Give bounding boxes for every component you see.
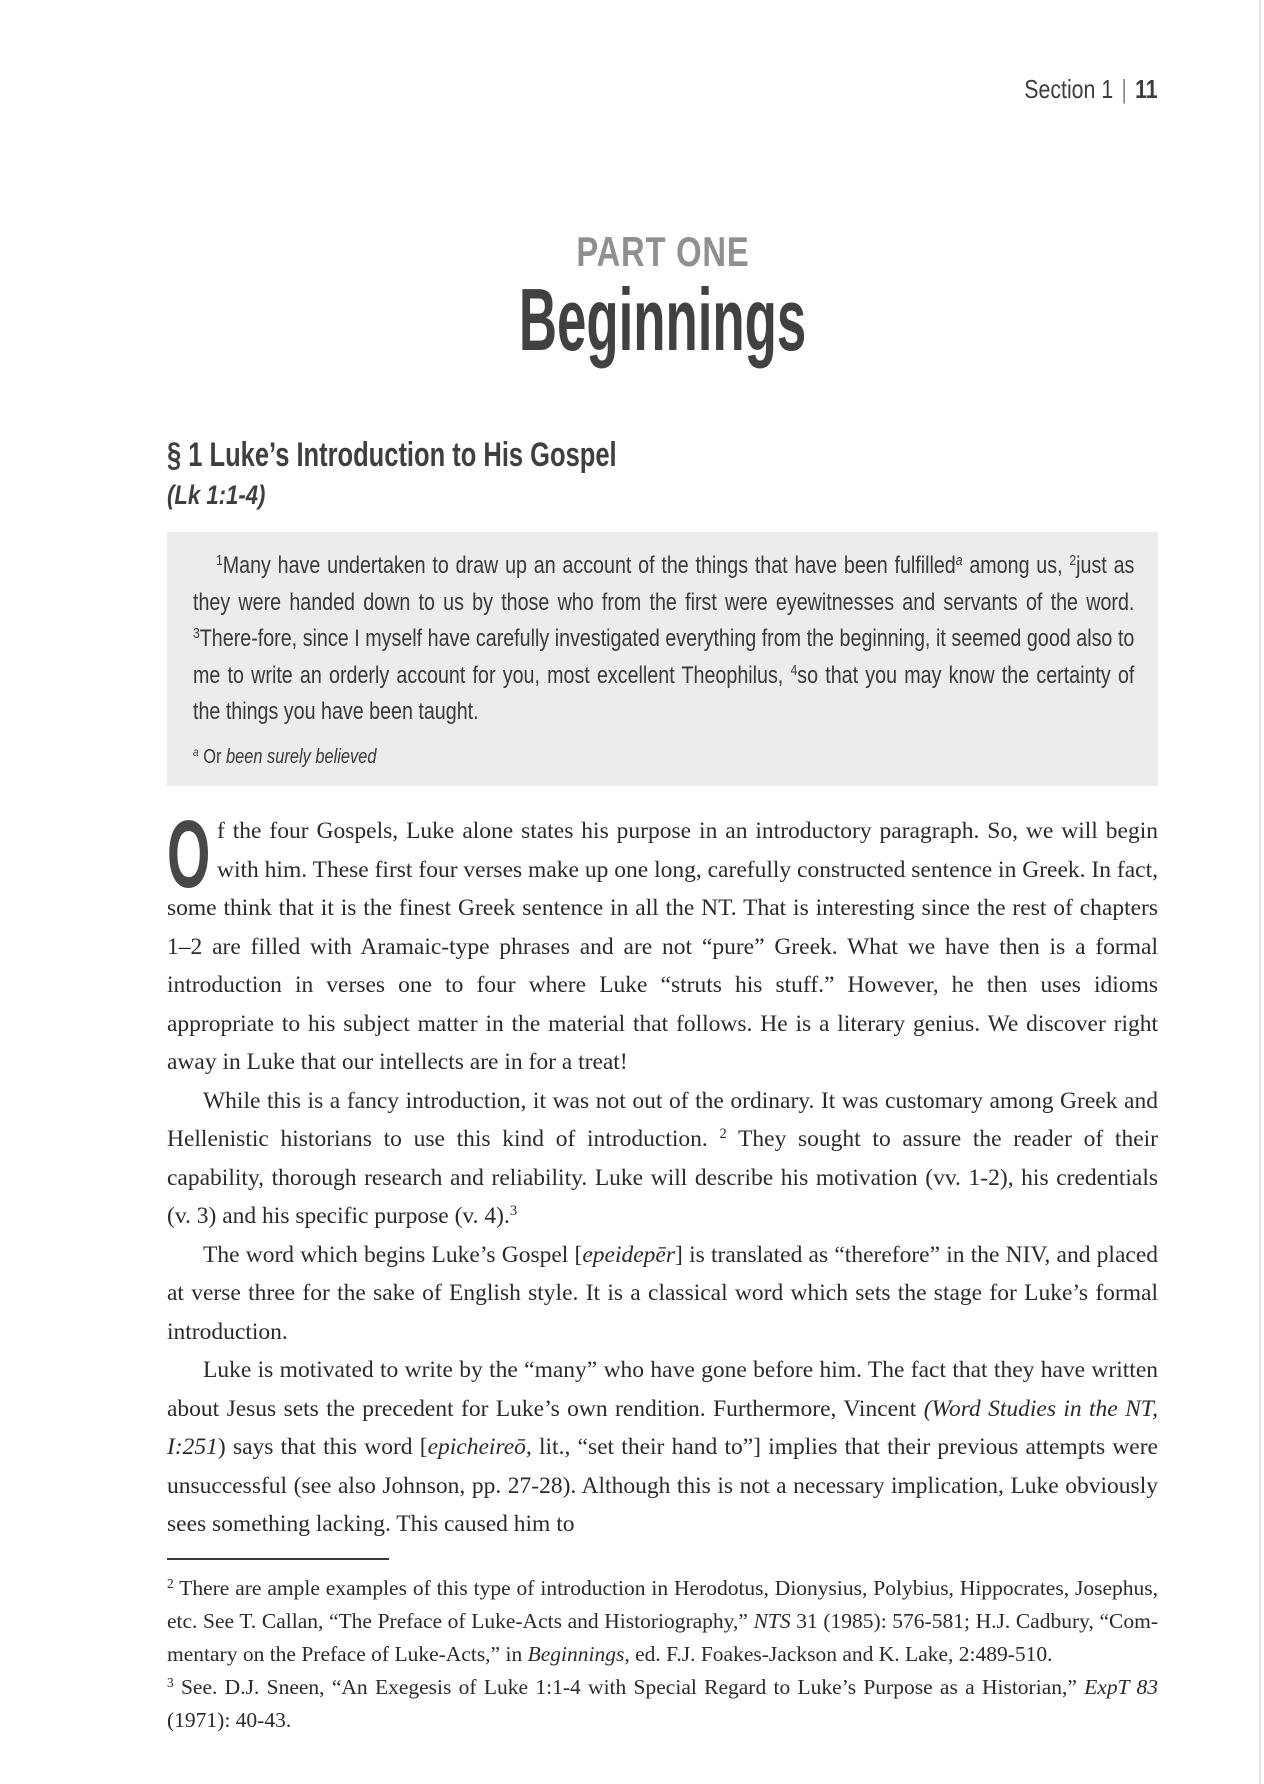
section-heading: § 1 Luke’s Introduction to His Gospel [167,436,617,474]
footnote-2: $^2$ There are ample examples of this type of introduction in Herodotus, Dionysius, Polybius, Hippocrates, Josephus, etc. See T. Callan, “The Preface of Luke-Acts and Historiography,” NTS 31 (1985): 576-581; H.J. Cadbury, “Com-mentary on the Preface of Luke-Acts,” in Beginnings, ed. F.J. Foakes-Jackson and K. Lake, 2:489-510. [167,1576,1159,1666]
body-paragraph-4: Luke is motivated to write by the “many” who have gone before him. The fact that they have written about Jesus sets the precedent for Luke’s own rendition. Furthermore, Vincent (Word Studies in the NT, I:251) says that this word [epicheireō, lit., “set their hand to”] implies that their previous attempts were unsuccessful (see also Johnson, pp. 27-28). Although this is not a necessary implication, Luke obviously sees something lacking. This caused him to [167,1357,1158,1537]
drop-cap: O [167,801,211,908]
page-number: 11 [1135,74,1158,104]
body-copy [167,801,1159,1544]
section-subheading: (Lk 1:1-4) [167,480,266,510]
running-head [167,74,1158,105]
page-edge-line [1259,0,1261,1784]
scripture-footnote: $^a$ Or been surely believed [193,745,377,768]
footnotes [167,1572,1158,1737]
running-head-section: Section 1 [1024,74,1114,104]
body-paragraph-3: The word which begins Luke’s Gospel [epeidepēr] is translated as “therefore” in the NIV, and placed at verse three for the sake of English style. It is a classical word which sets the stage for Luke’s formal introduction. [167,1241,1159,1345]
running-head-separator: | [1121,74,1128,104]
body-paragraph-1-text: f the four Gospels, Luke alone states his purpose in an introductory paragraph. So, we will begin with him. These first four verses make up one long, carefully constructed sentence in Greek. In fact, some think that it is the finest Greek sentence in all the NT. That is interesting since the rest of chapters 1–2 are filled with Aramaic-type phrases and are not “pure” Greek. What we have then is a formal introduction in verses one to four where Luke “struts his stuff.” However, he then uses idioms appropriate to his subject matter in the material that follows. He is a literary genius. We discover right away in Luke that our intellects are in for a treat! [167,818,1158,1075]
body-paragraph-1 [167,801,1158,1082]
part-title: Beginnings [518,270,807,369]
body-paragraph-2: While this is a fancy introduction, it was not out of the ordinary. It was customary among Greek and Hellenistic historians to use this kind of introduction. $^2$ They sought to assure the reader of their capability, thorough research and reliability. Luke will describe his motivation (vv. 1-2), his credentials (v. 3) and his specific purpose (v. 4).$^3$ [167,1087,1158,1229]
part-kicker: PART ONE [575,228,750,275]
footnote-3: $^3$ See. D.J. Sneen, “An Exegesis of Luke 1:1-4 with Special Regard to Luke’s Purpose as a Historian,” ExpT 83 (1971): 40-43. [167,1675,1158,1732]
scripture-quote-box [167,532,1158,786]
footnote-separator-rule [167,1558,389,1560]
scripture-quote-text: $^1$Many have undertaken to draw up an account of the things that have been fulfilled$^a$ among us, $^2$just as they were handed down to us by those who from the first were eyewitnesses and servants of the word. $^3$There-fore, since I myself have carefully investigated everything from the beginning, it seemed good also to me to write an orderly account for you, most excellent Theophilus, $^4$so that you may know the certainty of the things you have been taught. [193,552,1135,725]
